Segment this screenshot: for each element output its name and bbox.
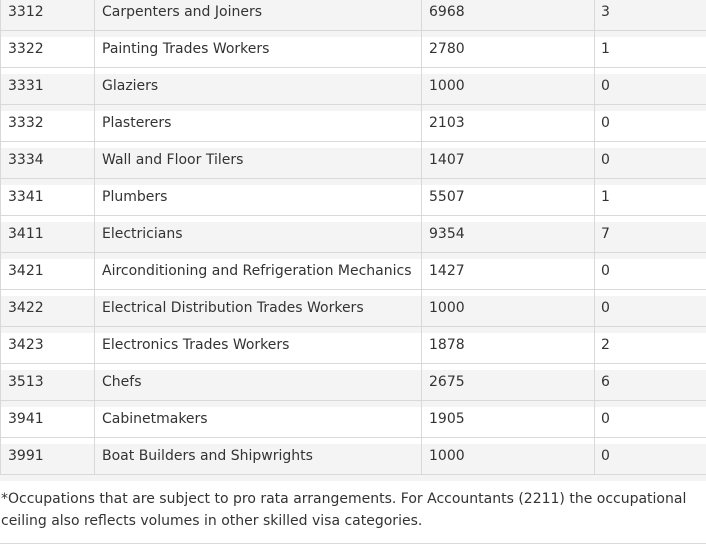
row-divider	[0, 326, 706, 327]
invitation-count-cell: 0	[601, 115, 610, 131]
row-divider	[0, 178, 706, 179]
row-divider	[0, 437, 706, 438]
occupation-ceiling-cell: 6968	[429, 4, 465, 20]
occupation-name-cell: Plumbers	[102, 189, 168, 205]
occupation-name-cell: Electricians	[102, 226, 183, 242]
invitation-count-cell: 0	[601, 263, 610, 279]
invitation-count-cell: 0	[601, 411, 610, 427]
occupation-ceiling-cell: 1427	[429, 263, 465, 279]
invitation-count-cell: 0	[601, 300, 610, 316]
footnote-divider	[0, 543, 706, 544]
row-divider	[0, 252, 706, 253]
invitation-count-cell: 1	[601, 189, 610, 205]
table-row	[0, 0, 706, 37]
occupation-ceiling-cell: 5507	[429, 189, 465, 205]
occupation-ceiling-cell: 1000	[429, 78, 465, 94]
invitation-count-cell: 0	[601, 78, 610, 94]
occupation-code-cell: 3513	[8, 374, 44, 390]
occupation-code-cell: 3322	[8, 41, 44, 57]
table-row	[0, 111, 706, 148]
table-row	[0, 333, 706, 370]
occupation-name-cell: Cabinetmakers	[102, 411, 208, 427]
invitation-count-cell: 1	[601, 41, 610, 57]
occupation-ceiling-cell: 1000	[429, 448, 465, 464]
table-border-left	[0, 0, 1, 474]
occupation-ceiling-cell: 2780	[429, 41, 465, 57]
row-divider	[0, 215, 706, 216]
invitation-count-cell: 7	[601, 226, 610, 242]
table-row	[0, 37, 706, 74]
table-row	[0, 185, 706, 222]
occupation-name-cell: Wall and Floor Tilers	[102, 152, 244, 168]
footnote: *Occupations that are subject to pro rata arrangements. For Accountants (2211) the occupational ceiling also reflects volumes in other skilled visa categories.	[1, 491, 687, 529]
invitation-count-cell: 2	[601, 337, 610, 353]
row-divider	[0, 474, 706, 475]
occupation-code-cell: 3332	[8, 115, 44, 131]
occupation-code-cell: 3941	[8, 411, 44, 427]
table-row	[0, 370, 706, 407]
invitation-count-cell: 6	[601, 374, 610, 390]
occupation-code-cell: 3341	[8, 189, 44, 205]
occupation-code-cell: 3331	[8, 78, 44, 94]
invitation-count-cell: 0	[601, 448, 610, 464]
table-row	[0, 148, 706, 185]
table-row	[0, 407, 706, 444]
row-divider	[0, 104, 706, 105]
invitation-count-cell: 0	[601, 152, 610, 168]
column-divider	[94, 0, 95, 474]
occupation-code-cell: 3991	[8, 448, 44, 464]
occupation-ceiling-cell: 1878	[429, 337, 465, 353]
table-row	[0, 74, 706, 111]
occupation-name-cell: Plasterers	[102, 115, 172, 131]
occupation-name-cell: Electrical Distribution Trades Workers	[102, 300, 364, 316]
occupation-code-cell: 3411	[8, 226, 44, 242]
table-row	[0, 296, 706, 333]
occupation-ceiling-cell: 1905	[429, 411, 465, 427]
occupation-code-cell: 3421	[8, 263, 44, 279]
column-divider	[594, 0, 595, 474]
occupation-name-cell: Glaziers	[102, 78, 159, 94]
row-divider	[0, 67, 706, 68]
occupation-name-cell: Painting Trades Workers	[102, 41, 270, 57]
occupation-ceiling-cell: 1407	[429, 152, 465, 168]
occupation-name-cell: Airconditioning and Refrigeration Mechanics	[102, 263, 412, 279]
occupation-code-cell: 3334	[8, 152, 44, 168]
row-divider	[0, 30, 706, 31]
column-divider	[421, 0, 422, 474]
occupation-code-cell: 3312	[8, 4, 44, 20]
occupation-code-cell: 3422	[8, 300, 44, 316]
table-row	[0, 222, 706, 259]
row-divider	[0, 400, 706, 401]
invitation-count-cell: 3	[601, 4, 610, 20]
occupation-name-cell: Boat Builders and Shipwrights	[102, 448, 313, 464]
table-row	[0, 444, 706, 481]
occupation-ceiling-cell: 2675	[429, 374, 465, 390]
occupation-ceiling-cell: 2103	[429, 115, 465, 131]
row-divider	[0, 363, 706, 364]
occupation-ceiling-cell: 9354	[429, 226, 465, 242]
row-divider	[0, 141, 706, 142]
occupation-name-cell: Electronics Trades Workers	[102, 337, 290, 353]
occupation-name-cell: Chefs	[102, 374, 142, 390]
occupation-ceiling-cell: 1000	[429, 300, 465, 316]
table-row	[0, 259, 706, 296]
occupation-name-cell: Carpenters and Joiners	[102, 4, 262, 20]
row-divider	[0, 289, 706, 290]
occupation-code-cell: 3423	[8, 337, 44, 353]
